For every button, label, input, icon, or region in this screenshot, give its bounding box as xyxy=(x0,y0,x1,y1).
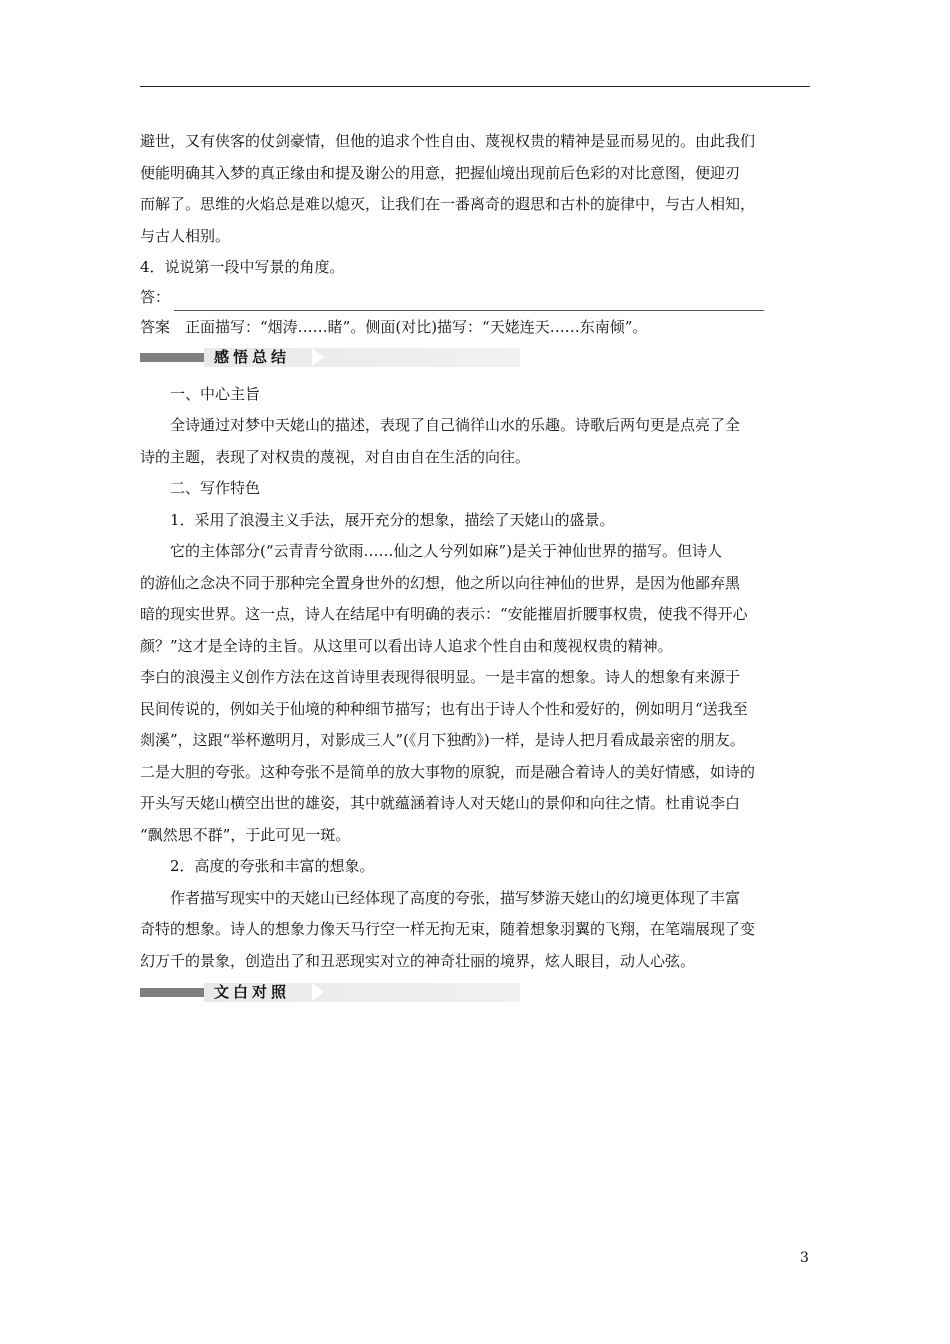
text-line: 作者描写现实中的天姥山已经体现了高度的夸张，描写梦游天姥山的幻境更体现了丰富 xyxy=(170,888,741,907)
section-arrow-icon xyxy=(312,983,324,1001)
section-bar-dark xyxy=(140,988,204,997)
text-line: 暗的现实世界。这一点，诗人在结尾中有明确的表示：“安能摧眉折腰事权贵，使我不得开心 xyxy=(140,605,748,623)
section-bar-dark xyxy=(140,353,204,362)
answer-text: 答案 正面描写：“烟涛……睹”。侧面(对比)描写：“天姥连天……东南倾”。 xyxy=(140,317,648,336)
text-line: 的游仙之念决不同于那种完全置身世外的幻想，他之所以向往神仙的世界，是因为他鄙弃黑 xyxy=(140,573,741,592)
text-line: 诗的主题，表现了对权贵的蔑视，对自由自在生活的向往。 xyxy=(140,447,531,466)
page-number: 3 xyxy=(800,1250,809,1266)
section-title: 感悟总结 xyxy=(214,347,291,366)
feature-point-1: 1．采用了浪漫主义手法，展开充分的想象，描绘了天姥山的盛景。 xyxy=(170,510,615,529)
answer-field[interactable] xyxy=(140,284,810,311)
section-arrow-icon xyxy=(312,348,324,366)
text-line: 剡溪”，这跟“举杯邀明月，对影成三人”(《月下独酌》)一样，是诗人把月看成最亲密的朋友。 xyxy=(140,731,745,749)
section-header-summary xyxy=(140,348,520,367)
text-line: 民间传说的，例如关于仙境的种种细节描写；也有出于诗人个性和爱好的，例如明月“送我至 xyxy=(140,699,748,718)
text-line: 避世，又有侠客的仗剑豪情，但他的追求个性自由、蔑视权贵的精神是显而易见的。由此我们 xyxy=(140,132,756,150)
page-content xyxy=(140,126,810,1014)
text-line: 李白的浪漫主义创作方法在这首诗里表现得很明显。一是丰富的想象。诗人的想象有来源于 xyxy=(140,668,741,686)
header-rule xyxy=(140,86,810,87)
text-line: 便能明确其入梦的真正缘由和提及谢公的用意，把握仙境出现前后色彩的对比意图，便迎刃 xyxy=(140,163,741,182)
answer-prompt: 答： xyxy=(140,287,171,306)
text-line: “飘然思不群”，于此可见一斑。 xyxy=(140,825,351,844)
text-line: 它的主体部分(“云青青兮欲雨……仙之人兮列如麻”)是关于神仙世界的描写。但诗人 xyxy=(170,542,723,560)
text-line: 幻万千的景象，创造出了和丑恶现实对立的神奇壮丽的境界，炫人眼目，动人心弦。 xyxy=(140,951,696,970)
text-line: 全诗通过对梦中天姥山的描述，表现了自己徜徉山水的乐趣。诗歌后两句更是点亮了全 xyxy=(170,416,741,434)
heading-features: 二、写作特色 xyxy=(170,479,261,497)
text-line: 与古人相别。 xyxy=(140,226,231,245)
text-line: 而解了。思维的火焰总是难以熄灭，让我们在一番离奇的遐思和古朴的旋律中，与古人相知， xyxy=(140,195,756,213)
intro-paragraph xyxy=(140,126,810,252)
text-line: 开头写天姥山横空出世的雄姿，其中就蕴涵着诗人对天姥山的景仰和向往之情。杜甫说李白 xyxy=(140,794,741,812)
section-title: 文白对照 xyxy=(214,983,291,1001)
heading-theme: 一、中心主旨 xyxy=(170,384,261,403)
section-header-translation xyxy=(140,983,520,1002)
feature-point-2: 2．高度的夸张和丰富的想象。 xyxy=(170,857,375,875)
text-line: 奇特的想象。诗人的想象力像天马行空一样无拘无束，随着想象羽翼的飞翔，在笔端展现了变 xyxy=(140,920,756,938)
answer-blank-line[interactable] xyxy=(174,292,764,311)
text-line: 二是大胆的夸张。这种夸张不是简单的放大事物的原貌，而是融合着诗人的美好情感，如诗的 xyxy=(140,762,756,781)
question-4: 4．说说第一段中写景的角度。 xyxy=(140,258,345,276)
text-line: 颜？”这才是全诗的主旨。从这里可以看出诗人追求个性自由和蔑视权贵的精神。 xyxy=(140,636,673,655)
